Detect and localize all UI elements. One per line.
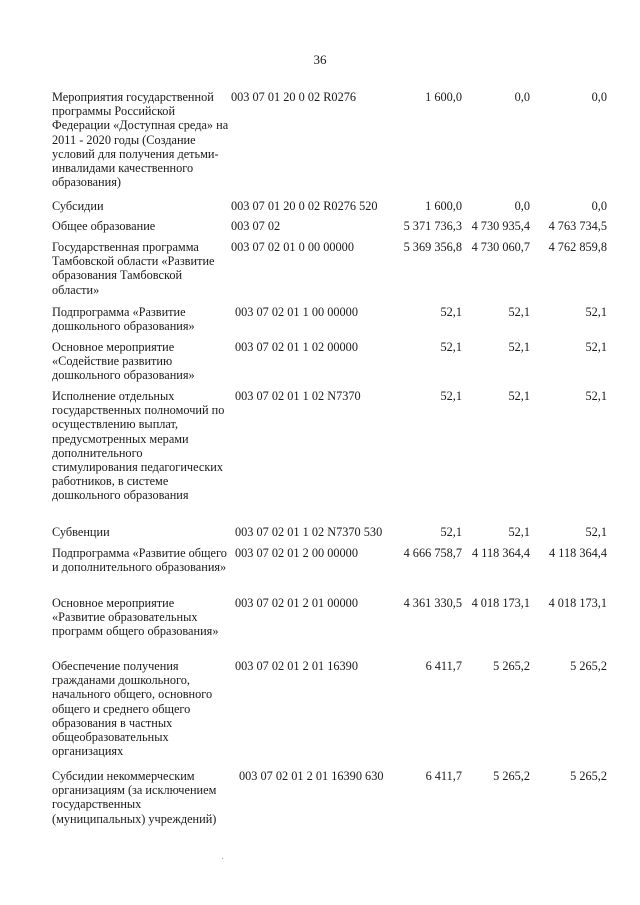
value-col-2: 0,0 bbox=[514, 90, 530, 104]
row-code: 003 07 02 01 2 01 16390 630 bbox=[239, 769, 384, 783]
row-code: 003 07 02 01 1 00 00000 bbox=[235, 305, 358, 319]
value-col-2: 4 730 935,4 bbox=[471, 219, 530, 233]
row-code: 003 07 02 01 2 01 00000 bbox=[235, 596, 358, 610]
value-col-2: 52,1 bbox=[508, 340, 530, 354]
value-col-1: 5 371 736,3 bbox=[403, 219, 462, 233]
row-code: 003 07 01 20 0 02 R0276 bbox=[231, 90, 357, 104]
value-col-1: 52,1 bbox=[440, 389, 462, 403]
row-code: 003 07 02 01 1 02 00000 bbox=[235, 340, 358, 354]
row-code: 003 07 01 20 0 02 R0276 520 bbox=[231, 199, 378, 213]
value-col-1: 52,1 bbox=[440, 525, 462, 539]
row-code: 003 07 02 01 0 00 00000 bbox=[231, 240, 354, 254]
value-col-3: 5 265,2 bbox=[570, 659, 607, 673]
row-name: Государственная программа Тамбовской области «Развитие образования Тамбовской области» bbox=[52, 240, 215, 297]
value-col-2: 4 118 364,4 bbox=[472, 546, 530, 560]
value-col-1: 52,1 bbox=[440, 340, 462, 354]
row-name: Исполнение отдельных государственных полномочий по осуществлению выплат, предусмотренных мерами дополнительного стимулирования педагогических работников, в системе дошкольного образования bbox=[52, 389, 225, 503]
value-col-1: 4 361 330,5 bbox=[403, 596, 462, 610]
value-col-3: 52,1 bbox=[585, 340, 607, 354]
value-col-1: 5 369 356,8 bbox=[403, 240, 462, 254]
value-col-3: 52,1 bbox=[585, 525, 607, 539]
value-col-3: 4 018 173,1 bbox=[548, 596, 607, 610]
row-name: Обеспечение получения гражданами дошкольного, начального общего, основного общего и среднего общего образования в частных общеобразовательных организациях bbox=[52, 659, 213, 759]
row-name: Мероприятия государственной программы Российской Федерации «Доступная среда» на 2011 - 2020 годы (Создание условий для получения детьми-инвалидами качественного образования) bbox=[52, 90, 229, 190]
value-col-2: 5 265,2 bbox=[493, 659, 530, 673]
row-name: Субвенции bbox=[52, 525, 110, 539]
row-code: 003 07 02 01 2 01 16390 bbox=[235, 659, 358, 673]
value-col-3: 0,0 bbox=[591, 90, 607, 104]
value-col-3: 0,0 bbox=[591, 199, 607, 213]
value-col-3: 4 762 859,8 bbox=[548, 240, 607, 254]
page-number: 36 bbox=[313, 52, 327, 67]
value-col-2: 5 265,2 bbox=[493, 769, 530, 783]
value-col-2: 4 018 173,1 bbox=[471, 596, 530, 610]
value-col-2: 52,1 bbox=[508, 525, 530, 539]
value-col-2: 52,1 bbox=[508, 389, 530, 403]
row-code: 003 07 02 01 1 02 N7370 bbox=[235, 389, 361, 403]
row-name: Общее образование bbox=[52, 219, 156, 233]
row-name: Подпрограмма «Развитие общего и дополнительного образования» bbox=[52, 546, 227, 575]
value-col-3: 4 763 734,5 bbox=[548, 219, 607, 233]
scan-mark: · bbox=[221, 854, 225, 865]
row-code: 003 07 02 01 2 00 00000 bbox=[235, 546, 358, 560]
row-name: Основное мероприятие «Содействие развитию дошкольного образования» bbox=[52, 340, 195, 383]
value-col-1: 6 411,7 bbox=[425, 769, 462, 783]
value-col-3: 52,1 bbox=[585, 389, 607, 403]
value-col-3: 52,1 bbox=[585, 305, 607, 319]
value-col-2: 0,0 bbox=[514, 199, 530, 213]
value-col-2: 4 730 060,7 bbox=[471, 240, 530, 254]
value-col-1: 4 666 758,7 bbox=[403, 546, 462, 560]
value-col-1: 52,1 bbox=[440, 305, 462, 319]
value-col-1: 6 411,7 bbox=[425, 659, 462, 673]
value-col-1: 1 600,0 bbox=[425, 90, 462, 104]
row-code: 003 07 02 bbox=[231, 219, 281, 233]
value-col-3: 5 265,2 bbox=[570, 769, 607, 783]
value-col-1: 1 600,0 bbox=[425, 199, 462, 213]
value-col-3: 4 118 364,4 bbox=[549, 546, 607, 560]
row-name: Субсидии bbox=[52, 199, 104, 213]
row-name: Основное мероприятие «Развитие образовательных программ общего образования» bbox=[52, 596, 219, 639]
row-code: 003 07 02 01 1 02 N7370 530 bbox=[235, 525, 383, 539]
row-name: Субсидии некоммерческим организациям (за исключением государственных (муниципальных) учреждений) bbox=[52, 769, 217, 826]
row-name: Подпрограмма «Развитие дошкольного образования» bbox=[52, 305, 195, 334]
value-col-2: 52,1 bbox=[508, 305, 530, 319]
